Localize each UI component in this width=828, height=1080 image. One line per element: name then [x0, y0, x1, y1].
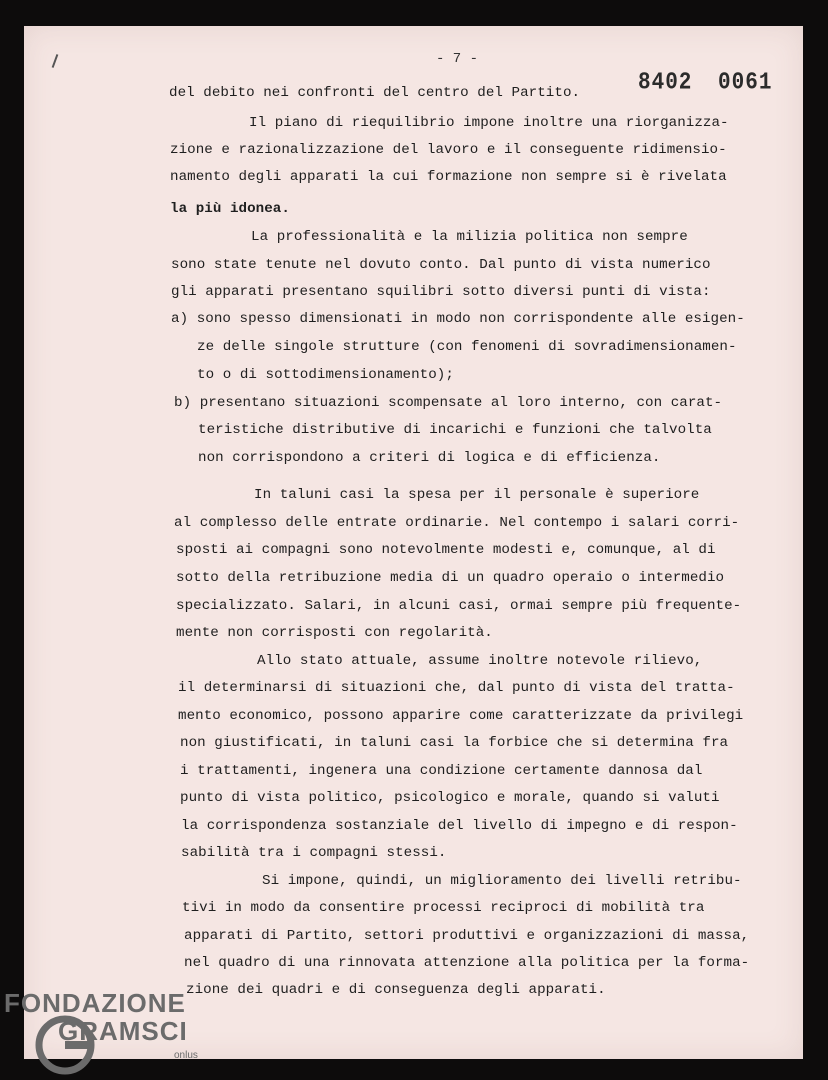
watermark-line-2: GRAMSCI [58, 1016, 188, 1046]
watermark-line-1: FONDAZIONE [4, 988, 186, 1018]
text-line: punto di vista politico, psicologico e morale, quando si valuti [180, 790, 720, 806]
text-line: Allo stato attuale, assume inoltre notevole rilievo, [257, 653, 703, 669]
text-line: namento degli apparati la cui formazione non sempre si è rivelata [170, 169, 727, 185]
text-line: zione e razionalizzazione del lavoro e il conseguente ridimensio- [170, 142, 727, 158]
text-line: La professionalità e la milizia politica non sempre [251, 229, 688, 245]
document-page [24, 26, 803, 1059]
text-line: al complesso delle entrate ordinarie. Nel contempo i salari corri- [174, 515, 740, 531]
text-line: i trattamenti, ingenera una condizione certamente dannosa dal [180, 763, 703, 779]
archive-code: 8402 0061 [638, 70, 773, 97]
text-line: to o di sottodimensionamento); [197, 367, 454, 383]
text-line: ze delle singole strutture (con fenomeni di sovradimensionamen- [197, 339, 737, 355]
text-line: il determinarsi di situazioni che, dal punto di vista del tratta- [178, 680, 735, 696]
text-line: del debito nei confronti del centro del Partito. [169, 85, 581, 101]
text-line: la corrispondenza sostanziale del livello di impegno e di respon- [181, 818, 738, 834]
text-line: sabilità tra i compagni stessi. [181, 845, 447, 861]
text-line: teristiche distributive di incarichi e funzioni che talvolta [198, 422, 712, 438]
margin-mark [52, 54, 59, 68]
text-line: la più idonea. [170, 201, 290, 217]
text-line: tivi in modo da consentire processi reciproci di mobilità tra [182, 900, 705, 916]
text-line: a) sono spesso dimensionati in modo non corrispondente alle esigen- [171, 311, 745, 327]
text-line: specializzato. Salari, in alcuni casi, ormai sempre più frequente- [176, 598, 742, 614]
page-number: - 7 - [436, 51, 479, 67]
text-line: b) presentano situazioni scompensate al loro interno, con carat- [174, 395, 723, 411]
text-line: non giustificati, in taluni casi la forbice che si determina fra [180, 735, 729, 751]
text-line: zione dei quadri e di conseguenza degli apparati. [186, 982, 606, 998]
text-line: In taluni casi la spesa per il personale è superiore [254, 487, 700, 503]
text-line: non corrispondono a criteri di logica e di efficienza. [198, 450, 661, 466]
text-line: gli apparati presentano squilibri sotto diversi punti di vista: [171, 284, 711, 300]
text-line: sono state tenute nel dovuto conto. Dal punto di vista numerico [171, 257, 711, 273]
watermark-line-3: onlus [174, 1050, 198, 1061]
text-line: Il piano di riequilibrio impone inoltre una riorganizza- [249, 115, 729, 131]
text-line: mento economico, possono apparire come caratterizzate da privilegi [178, 708, 744, 724]
text-line: sotto della retribuzione media di un quadro operaio o intermedio [176, 570, 725, 586]
text-line: Si impone, quindi, un miglioramento dei livelli retribu- [262, 873, 742, 889]
text-line: nel quadro di una rinnovata attenzione alla politica per la forma- [184, 955, 750, 971]
text-line: apparati di Partito, settori produttivi e organizzazioni di massa, [184, 928, 750, 944]
text-line: sposti ai compagni sono notevolmente modesti e, comunque, al di [176, 542, 716, 558]
text-line: mente non corrisposti con regolarità. [176, 625, 493, 641]
